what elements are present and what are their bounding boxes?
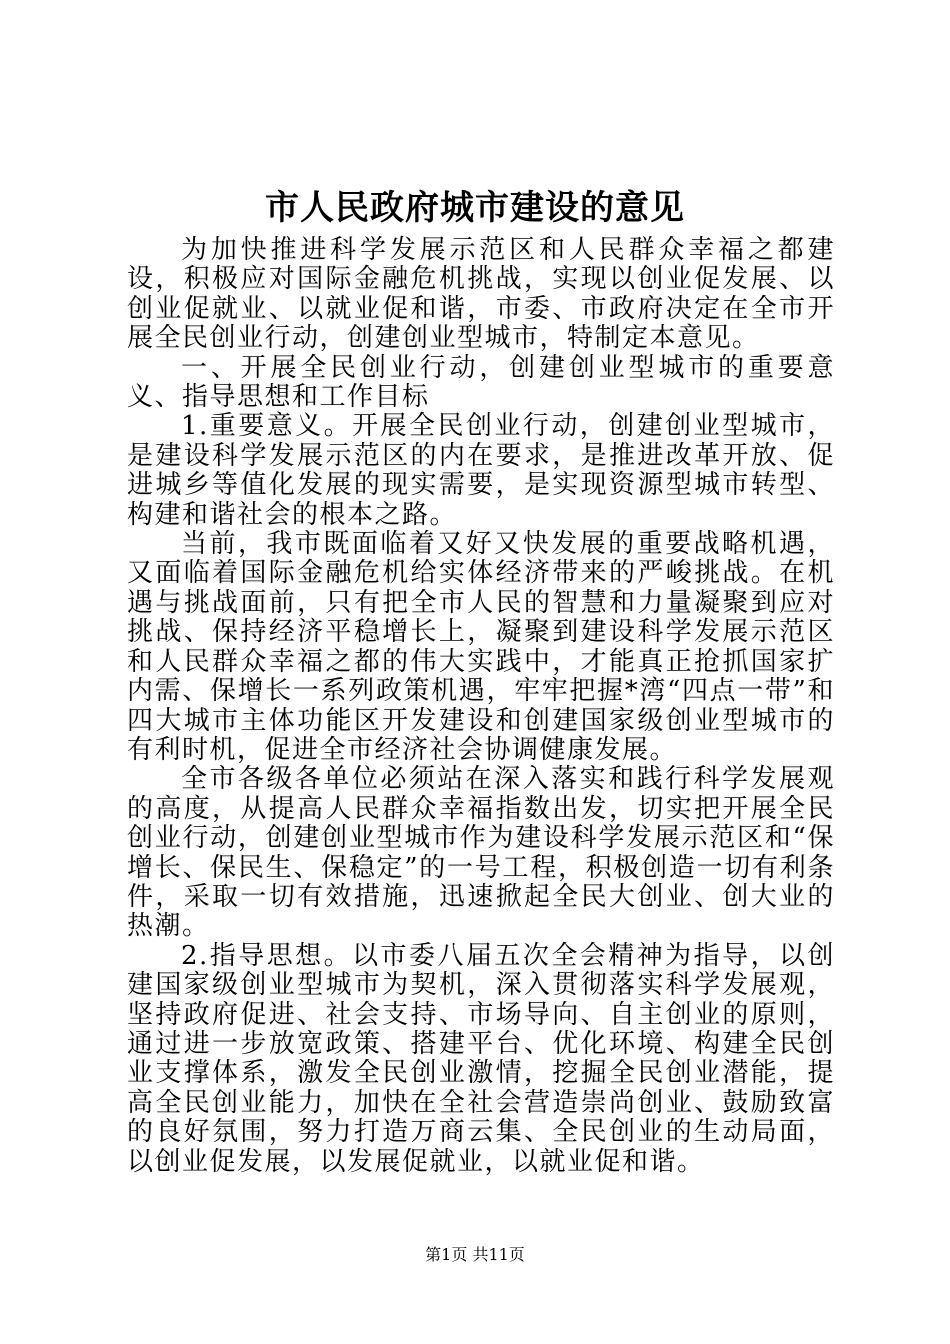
paragraph-current-situation: 当前，我市既面临着又好又快发展的重要战略机遇，又面临着国际金融危机给实体经济带来的严峻挑战。在机遇与挑战面前，只有把全市人民的智慧和力量凝聚到应对挑战、保持经济平稳增长上，凝聚到建设科学发展示范区和人民群众幸福之都的伟大实践中，才能真正抢抓国家扩内需、保增长一系列政策机遇，牢牢把握*湾“四点一带”和四大城市主体功能区开发建设和创建国家级创业型城市的有利时机，促进全市经济社会协调健康发展。 — [127, 529, 835, 765]
paragraph-intro: 为加快推进科学发展示范区和人民群众幸福之都建设，积极应对国际金融危机挑战，实现以创业促发展、以创业促就业、以就业促和谐，市委、市政府决定在全市开展全民创业行动，创建创业型城市，特制定本意见。 — [127, 235, 835, 354]
paragraph-guiding-ideology: 2.指导思想。以市委八届五次全会精神为指导，以创建国家级创业型城市为契机，深入贯彻落实科学发展观，坚持政府促进、社会支持、市场导向、自主创业的原则，通过进一步放宽政策、搭建平台、优化环境、构建全民创业支撑体系，激发全民创业激情，挖掘全民创业潜能，提高全民创业能力，加快在全社会营造崇尚创业、鼓励致富的良好氛围，努力打造万商云集、全民创业的生动局面，以创业促发展，以发展促就业，以就业促和谐。 — [127, 940, 835, 1177]
page-number-footer: 第1页 共11页 — [425, 1245, 525, 1264]
paragraph-requirements: 全市各级各单位必须站在深入落实和践行科学发展观的高度，从提高人民群众幸福指数出发，切实把开展全民创业行动，创建创业型城市作为建设科学发展示范区和“保增长、保民生、保稳定”的一号工程，积极创造一切有利条件，采取一切有效措施，迅速掀起全民大创业、创大业的热潮。 — [127, 764, 835, 942]
paragraph-significance: 1.重要意义。开展全民创业行动，创建创业型城市，是建设科学发展示范区的内在要求，是推进改革开放、促进城乡等值化发展的现实需要，是实现资源型城市转型、构建和谐社会的根本之路。 — [127, 411, 835, 530]
document-title: 市人民政府城市建设的意见 — [265, 188, 685, 228]
section-heading-1: 一、开展全民创业行动，创建创业型城市的重要意义、指导思想和工作目标 — [127, 352, 835, 413]
document-body — [127, 236, 835, 1177]
